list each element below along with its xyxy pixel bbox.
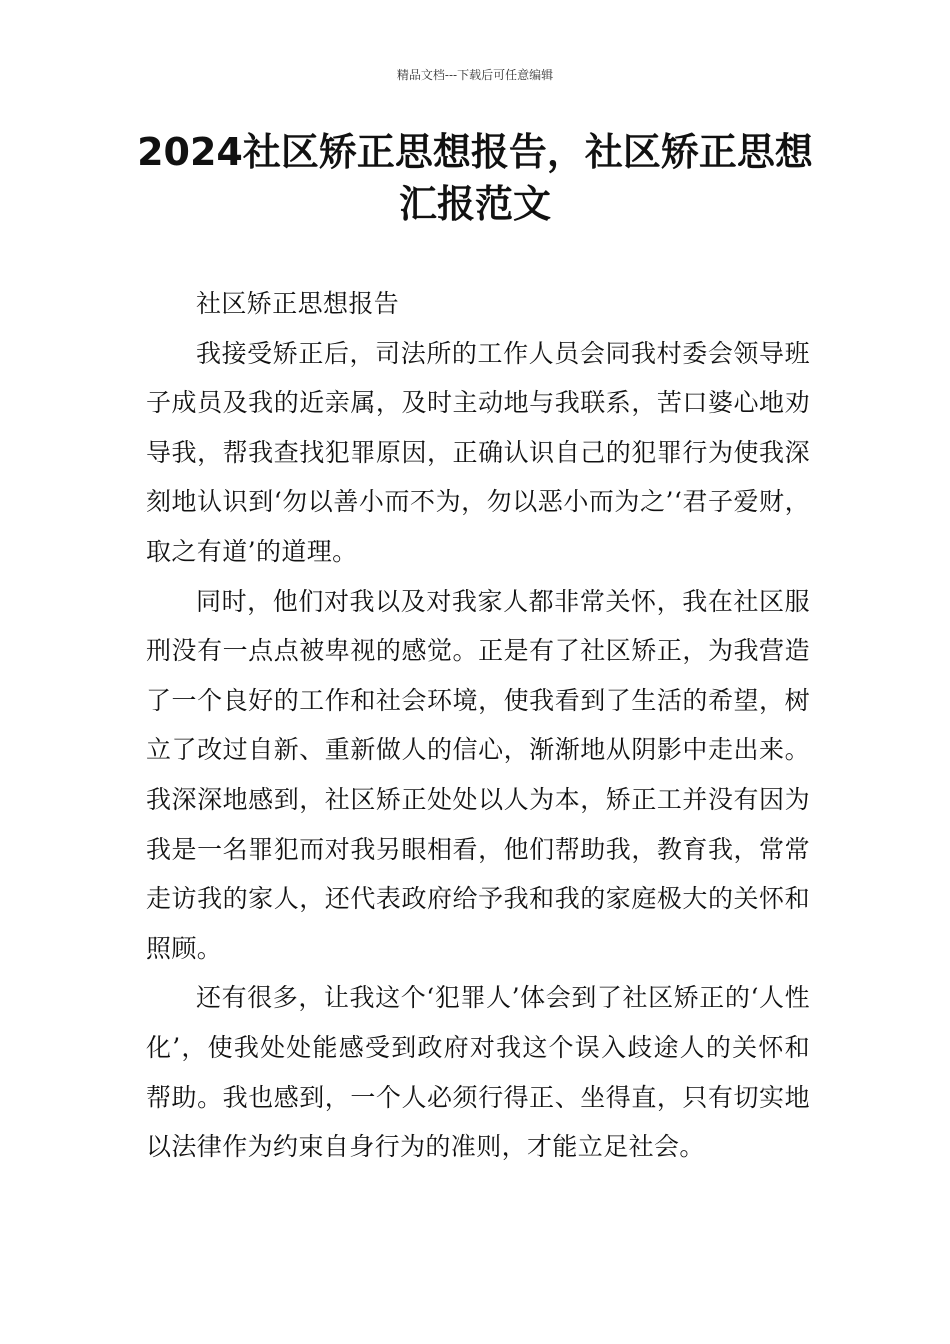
paragraph: 还有很多，让我这个‘犯罪人’体会到了社区矫正的‘人性化’，使我处处能感受到政府对我这个误入歧途人的关怀和帮助。我也感到，一个人必须行得正、坐得直，只有切实地以法律作为约束自身行为的准则，才能立足社会。 [146, 983, 810, 1162]
header-note: 精品文档---下载后可任意编辑 [396, 68, 554, 82]
document-body [146, 279, 810, 1172]
document-title: 2024社区矫正思想报告，社区矫正思想汇报范文 [137, 130, 813, 226]
paragraph: 同时，他们对我以及对我家人都非常关怀，我在社区服刑没有一点点被卑视的感觉。正是有了社区矫正，为我营造了一个良好的工作和社会环境，使我看到了生活的希望，树立了改过自新、重新做人的信心，渐渐地从阴影中走出来。我深深地感到，社区矫正处处以人为本，矫正工并没有因为我是一名罪犯而对我另眼相看，他们帮助我，教育我，常常走访我的家人，还代表政府给予我和我的家庭极大的关怀和照顾。 [146, 586, 810, 963]
section-heading: 社区矫正思想报告 [196, 289, 400, 318]
paragraph: 我接受矫正后，司法所的工作人员会同我村委会领导班子成员及我的近亲属，及时主动地与我联系，苦口婆心地劝导我，帮我查找犯罪原因，正确认识自己的犯罪行为使我深刻地认识到‘勿以善小而不为，勿以恶小而为之’‘君子爱财，取之有道’的道理。 [146, 338, 810, 566]
